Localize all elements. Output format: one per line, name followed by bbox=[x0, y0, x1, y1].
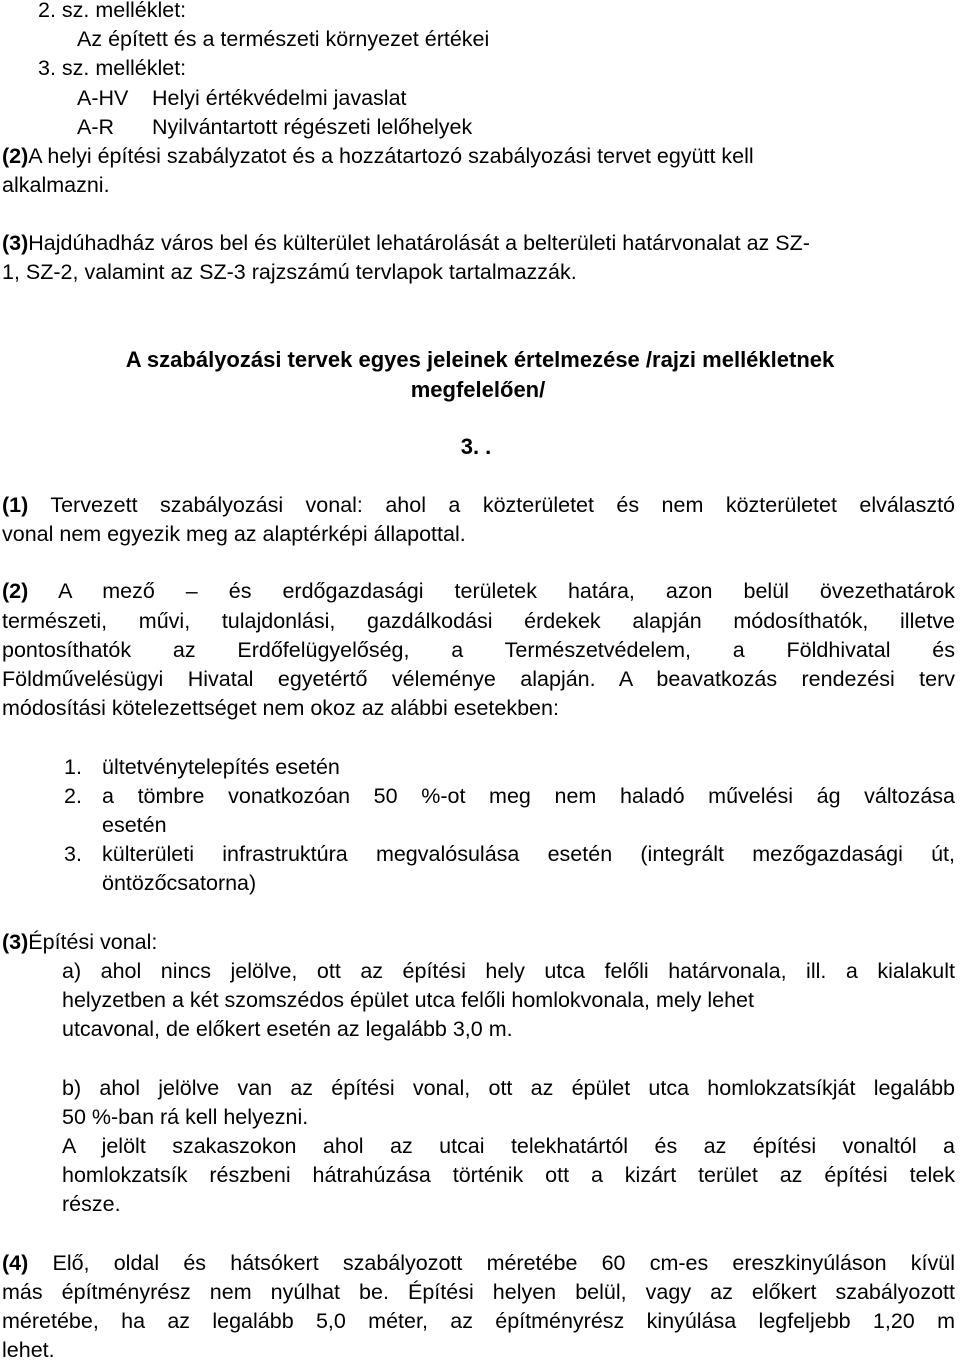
s1-text: Tervezett szabályozási vonal: ahol a közterületet és nem közterületet elválasztó bbox=[50, 493, 955, 517]
s2-line5: módosítási kötelezettséget nem okoz az alábbi esetekben: bbox=[2, 696, 559, 720]
annex3-item-text: Helyi értékvédelmi javaslat bbox=[152, 86, 407, 110]
annex3-item-code: A-R bbox=[77, 115, 115, 139]
section-number: 3. . bbox=[460, 434, 492, 459]
s2-number: (2) bbox=[2, 579, 29, 603]
para3-number: (3) bbox=[2, 231, 29, 255]
s3-b-line1: b) ahol jelölve van az építési vonal, ott az épület utca homlokzatsíkját legalább bbox=[62, 1076, 955, 1100]
s2-line2: természeti, művi, tulajdonlási, gazdálkodási érdekek alapján módosíthatók, illetve bbox=[2, 609, 955, 633]
s4-line3: méretébe, ha az legalább 5,0 méter, az építményrész kinyúlása legfeljebb 1,20 m bbox=[2, 1309, 955, 1333]
s2-text: A mező – és erdőgazdasági területek határa, azon belül övezethatárok bbox=[58, 579, 955, 603]
list-item-text: külterületi infrastruktúra megvalósulása esetén (integrált mezőgazdasági út, bbox=[102, 842, 955, 866]
list-item-text: ültetvénytelepítés esetén bbox=[102, 755, 340, 779]
para3-line1 bbox=[2, 229, 810, 258]
para2-line2: alkalmazni. bbox=[2, 173, 110, 197]
annex3-item-text: Nyilvántartott régészeti lelőhelyek bbox=[152, 115, 473, 139]
s1-line1 bbox=[2, 491, 955, 520]
s2-line3: pontosíthatók az Erdőfelügyelőség, a Természetvédelem, a Földhivatal és bbox=[2, 638, 955, 662]
annex3-title: 3. sz. melléklet: bbox=[38, 56, 187, 80]
s4-text: Elő, oldal és hátsókert szabályozott méretébe 60 cm-es ereszkinyúláson kívül bbox=[28, 1251, 955, 1275]
s2-line4: Földművelésügyi Hivatal egyetértő véleménye alapján. A beavatkozás rendezési terv bbox=[2, 667, 955, 691]
s3-b-line2: 50 %-ban rá kell helyezni. bbox=[62, 1105, 309, 1129]
para2-line1 bbox=[2, 142, 754, 171]
list-item-text: öntözőcsatorna) bbox=[102, 871, 257, 895]
list-item-text: esetén bbox=[102, 813, 167, 837]
list-item-number: 1. bbox=[64, 755, 82, 779]
section-heading-line1: A szabályozási tervek egyes jeleinek értelmezése /rajzi mellékletnek bbox=[125, 347, 835, 372]
para2-text: A helyi építési szabályzatot és a hozzátartozó szabályozási tervet együtt kell bbox=[28, 144, 754, 168]
s4-line2: más építményrész nem nyúlhat be. Építési helyen belül, vagy az előkert szabályozott bbox=[2, 1280, 955, 1304]
s3-c-line1: A jelölt szakaszokon ahol az utcai telekhatártól és az építési vonaltól a bbox=[62, 1134, 955, 1158]
list-item bbox=[64, 753, 340, 782]
s3-a-line2: helyzetben a két szomszédos épület utca felőli homlokvonala, mely lehet bbox=[62, 988, 754, 1012]
s3-c-line2: homlokzatsík részbeni hátrahúzása történik ott a kizárt terület az építési telek bbox=[62, 1163, 955, 1187]
s3-title: Építési vonal: bbox=[28, 930, 158, 954]
s4-line1 bbox=[2, 1249, 955, 1278]
annex2-item: Az épített és a természeti környezet értékei bbox=[77, 27, 490, 51]
s3-title-line bbox=[2, 928, 157, 957]
para3-line2: 1, SZ-2, valamint az SZ-3 rajzszámú tervlapok tartalmazzák. bbox=[2, 260, 577, 284]
list-item-number: 2. bbox=[64, 784, 82, 808]
para3-text: Hajdúhadház város bel és külterület lehatárolását a belterületi határvonalat az SZ- bbox=[28, 231, 810, 255]
s3-number: (3) bbox=[2, 930, 29, 954]
s1-line2: vonal nem egyezik meg az alaptérképi állapottal. bbox=[2, 522, 466, 546]
s3-c-line3: része. bbox=[62, 1192, 121, 1216]
section-heading-line2: megfelelően/ bbox=[410, 377, 546, 402]
list-item-number: 3. bbox=[64, 842, 82, 866]
s4-number: (4) bbox=[2, 1251, 29, 1275]
s2-line1 bbox=[2, 577, 955, 606]
s4-line4: lehet. bbox=[2, 1338, 55, 1362]
annex3-item bbox=[77, 113, 472, 142]
s3-a-line1: a) ahol nincs jelölve, ott az építési hely utca felőli határvonala, ill. a kialakult bbox=[62, 959, 955, 983]
s3-a-line3: utcavonal, de előkert esetén az legalább 3,0 m. bbox=[62, 1017, 513, 1041]
list-item-text: a tömbre vonatkozóan 50 %-ot meg nem haladó művelési ág változása bbox=[102, 784, 955, 808]
annex3-item-code: A-HV bbox=[77, 86, 129, 110]
para2-number: (2) bbox=[2, 144, 29, 168]
annex2-title: 2. sz. melléklet: bbox=[38, 0, 187, 22]
s1-number: (1) bbox=[2, 493, 29, 517]
annex3-item bbox=[77, 84, 407, 113]
